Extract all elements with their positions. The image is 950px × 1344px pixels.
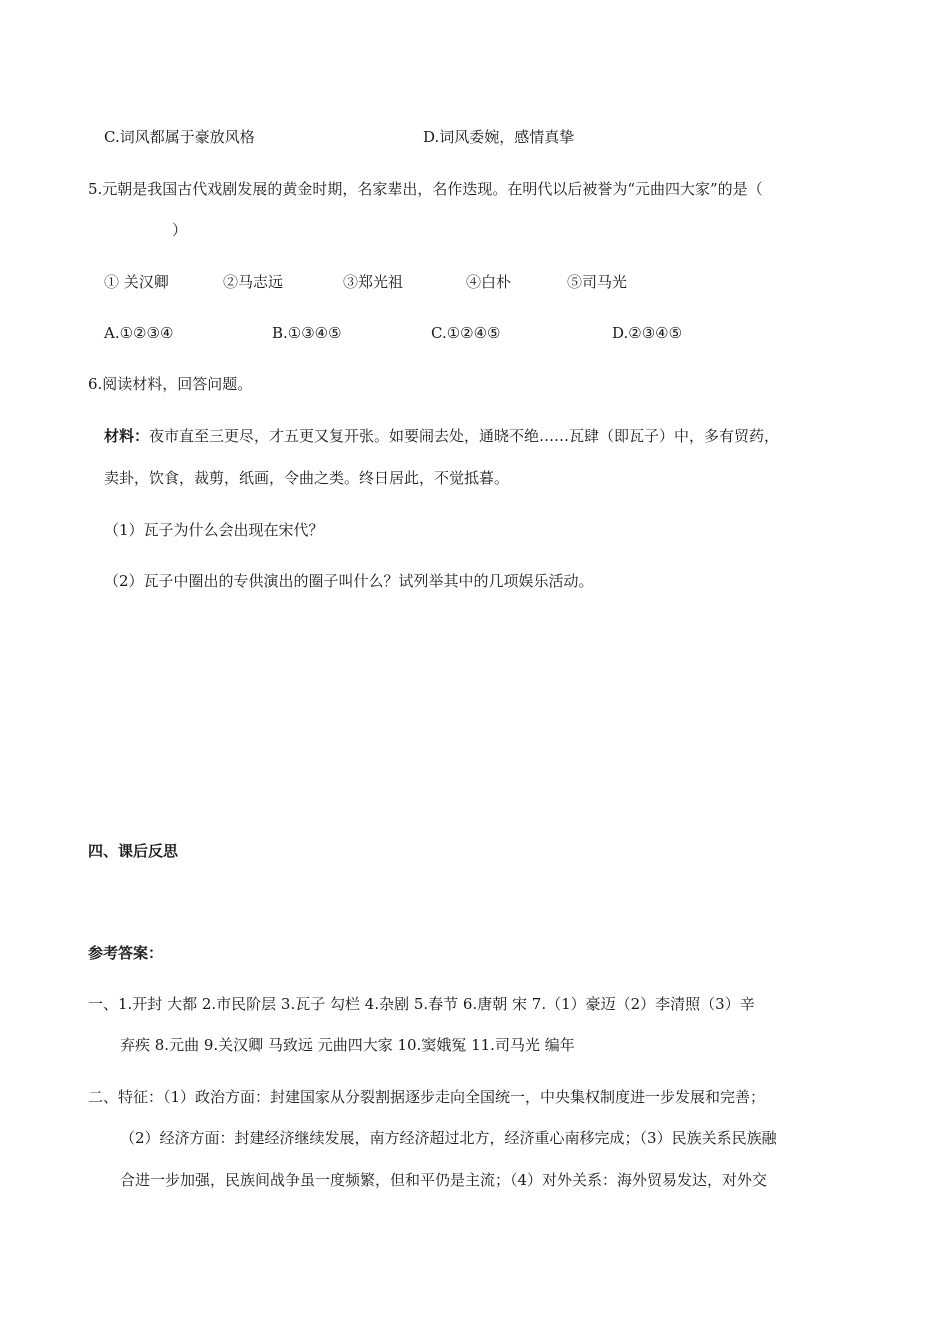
answers-heading: 参考答案：	[88, 944, 164, 962]
answers-part2-line3: 合进一步加强，民族间战争虽一度频繁，但和平仍是主流；（4）对外关系：海外贸易发达，对外交	[120, 1171, 768, 1189]
q5-option-c: C.①②④⑤	[431, 324, 501, 342]
q5-item-4: ④白朴	[466, 273, 512, 291]
q6-material-label: 材料：	[104, 427, 150, 445]
q6-material-text1: 夜市直至三更尽，才五更又复开张。如要闹去处，通晓不绝……瓦肆（即瓦子）中，多有贸药，	[149, 427, 780, 445]
q5-stem-line1: 5.元朝是我国古代戏剧发展的黄金时期，名家辈出，名作迭现。在明代以后被誉为“元曲四大家”的是（	[88, 180, 763, 198]
q6-sub-question-1: （1）瓦子为什么会出现在宋代？	[104, 521, 324, 539]
answers-part2-line2: （2）经济方面：封建经济继续发展，南方经济超过北方，经济重心南移完成；（3）民族关系民族融	[120, 1129, 777, 1147]
q5-item-1: ① 关汉卿	[104, 273, 169, 291]
answers-part2-line1: 二、特征：（1）政治方面：封建国家从分裂割据逐步走向全国统一，中央集权制度进一步发展和完善；	[88, 1088, 766, 1106]
answers-part1-line1: 一、1.开封 大都 2.市民阶层 3.瓦子 勾栏 4.杂剧 5.春节 6.唐朝 宋 7.（1）豪迈（2）李清照（3）辛	[88, 995, 755, 1013]
q6-stem: 6.阅读材料，回答问题。	[88, 375, 253, 393]
q6-material-line2: 卖卦，饮食，裁剪，纸画，令曲之类。终日居此，不觉抵暮。	[104, 469, 510, 487]
q6-sub-question-2: （2）瓦子中圈出的专供演出的圈子叫什么？试列举其中的几项娱乐活动。	[104, 572, 594, 590]
q6-material-line1	[104, 426, 779, 446]
q5-stem-line2: ）	[172, 221, 188, 239]
q5-option-b: B.①③④⑤	[272, 324, 342, 342]
section-4-heading: 四、课后反思	[88, 842, 179, 860]
q5-item-2: ②马志远	[223, 273, 284, 291]
q5-item-3: ③郑光祖	[343, 273, 404, 291]
answers-part1-line2: 弃疾 8.元曲 9.关汉卿 马致远 元曲四大家 10.窦娥冤 11.司马光 编年	[120, 1036, 575, 1054]
q4-option-d: D.词风委婉，感情真挚	[423, 128, 575, 146]
q4-option-c: C.词风都属于豪放风格	[104, 128, 255, 146]
q5-option-a: A.①②③④	[104, 324, 174, 342]
q5-item-5: ⑤司马光	[567, 273, 628, 291]
q5-option-d: D.②③④⑤	[612, 324, 683, 342]
